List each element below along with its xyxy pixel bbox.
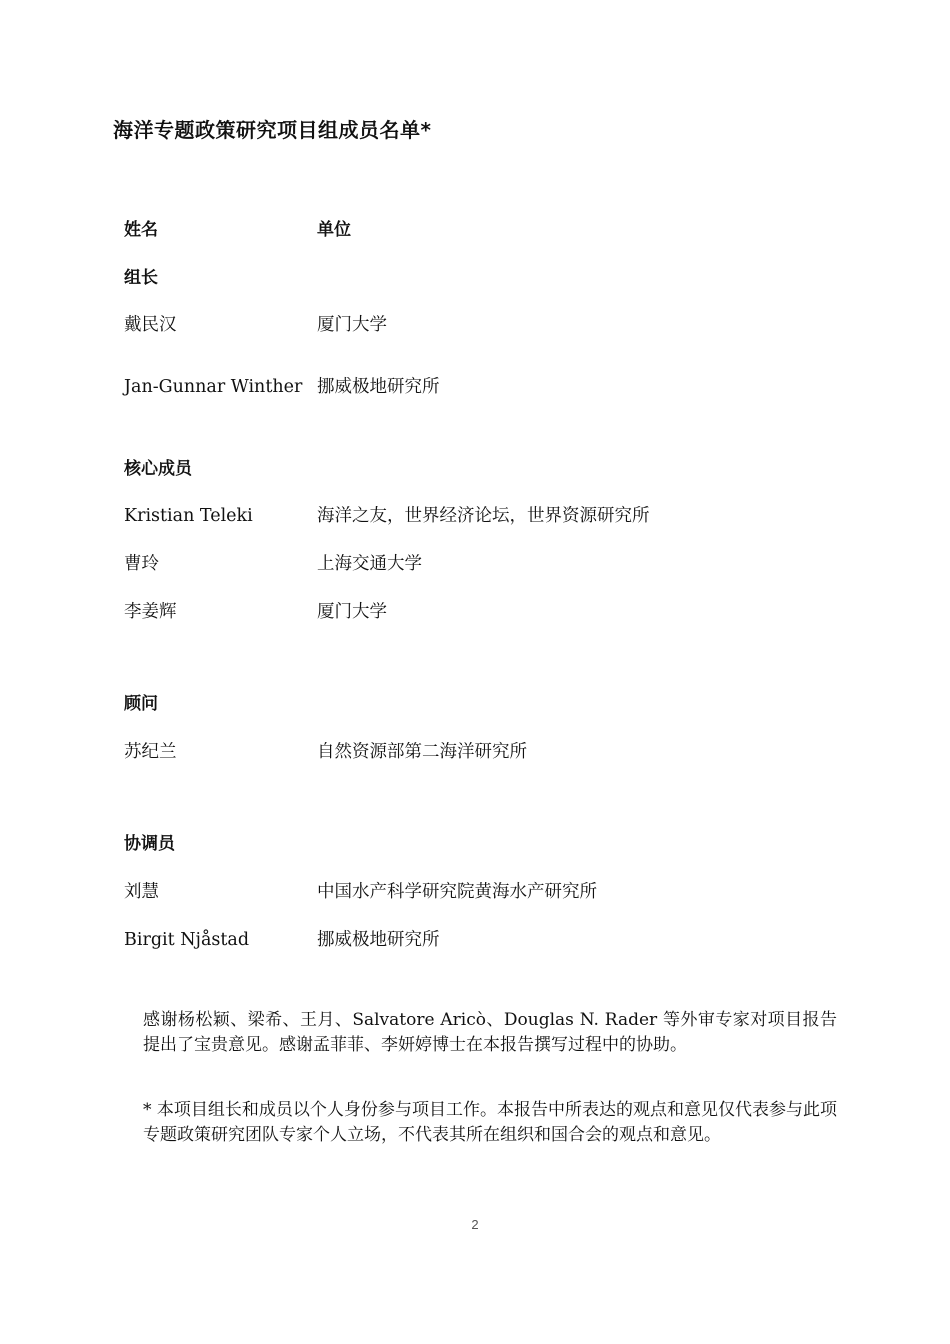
member-unit: 挪威极地研究所 bbox=[317, 930, 440, 950]
header-unit: 单位 bbox=[317, 220, 351, 240]
page-number: 2 bbox=[471, 1217, 479, 1232]
page-title: 海洋专题政策研究项目组成员名单* bbox=[113, 118, 432, 142]
member-row bbox=[124, 503, 824, 529]
member-row bbox=[124, 879, 824, 905]
member-row bbox=[124, 312, 824, 338]
member-row bbox=[124, 551, 824, 577]
member-row bbox=[124, 599, 824, 625]
acknowledgement-text: 感谢杨松颖、梁希、王月、Salvatore Aricò、Douglas N. Rader 等外审专家对项目报告提出了宝贵意见。感谢孟菲菲、李妍婷博士在本报告撰写过程中的协助。 bbox=[143, 1010, 837, 1055]
member-unit: 挪威极地研究所 bbox=[317, 377, 440, 397]
member-name: 曹玲 bbox=[124, 554, 159, 574]
section-leaders-label: 组长 bbox=[124, 268, 158, 288]
member-unit: 中国水产科学研究院黄海水产研究所 bbox=[317, 882, 597, 902]
section-core-label: 核心成员 bbox=[124, 459, 192, 479]
member-unit: 自然资源部第二海洋研究所 bbox=[317, 742, 527, 762]
section-advisors-label: 顾问 bbox=[124, 694, 158, 714]
member-name: 刘慧 bbox=[124, 882, 159, 902]
section-coordinators-label: 协调员 bbox=[124, 834, 175, 854]
member-unit: 厦门大学 bbox=[317, 315, 387, 335]
member-row bbox=[124, 927, 824, 953]
table-header bbox=[124, 217, 824, 243]
member-unit: 海洋之友，世界经济论坛，世界资源研究所 bbox=[317, 506, 650, 526]
footnote-text: * 本项目组长和成员以个人身份参与项目工作。本报告中所表达的观点和意见仅代表参与此项专题政策研究团队专家个人立场，不代表其所在组织和国合会的观点和意见。 bbox=[143, 1100, 837, 1145]
member-unit: 上海交通大学 bbox=[317, 554, 422, 574]
member-name: 苏纪兰 bbox=[124, 742, 177, 762]
header-name: 姓名 bbox=[124, 220, 158, 240]
member-name: 戴民汉 bbox=[124, 315, 177, 335]
member-name: Kristian Teleki bbox=[124, 506, 253, 526]
member-unit: 厦门大学 bbox=[317, 602, 387, 622]
member-name: Birgit Njåstad bbox=[124, 930, 250, 950]
member-row bbox=[124, 739, 824, 765]
member-row bbox=[124, 374, 824, 400]
member-name: 李姜辉 bbox=[124, 602, 177, 622]
member-name: Jan-Gunnar Winther bbox=[124, 377, 303, 397]
